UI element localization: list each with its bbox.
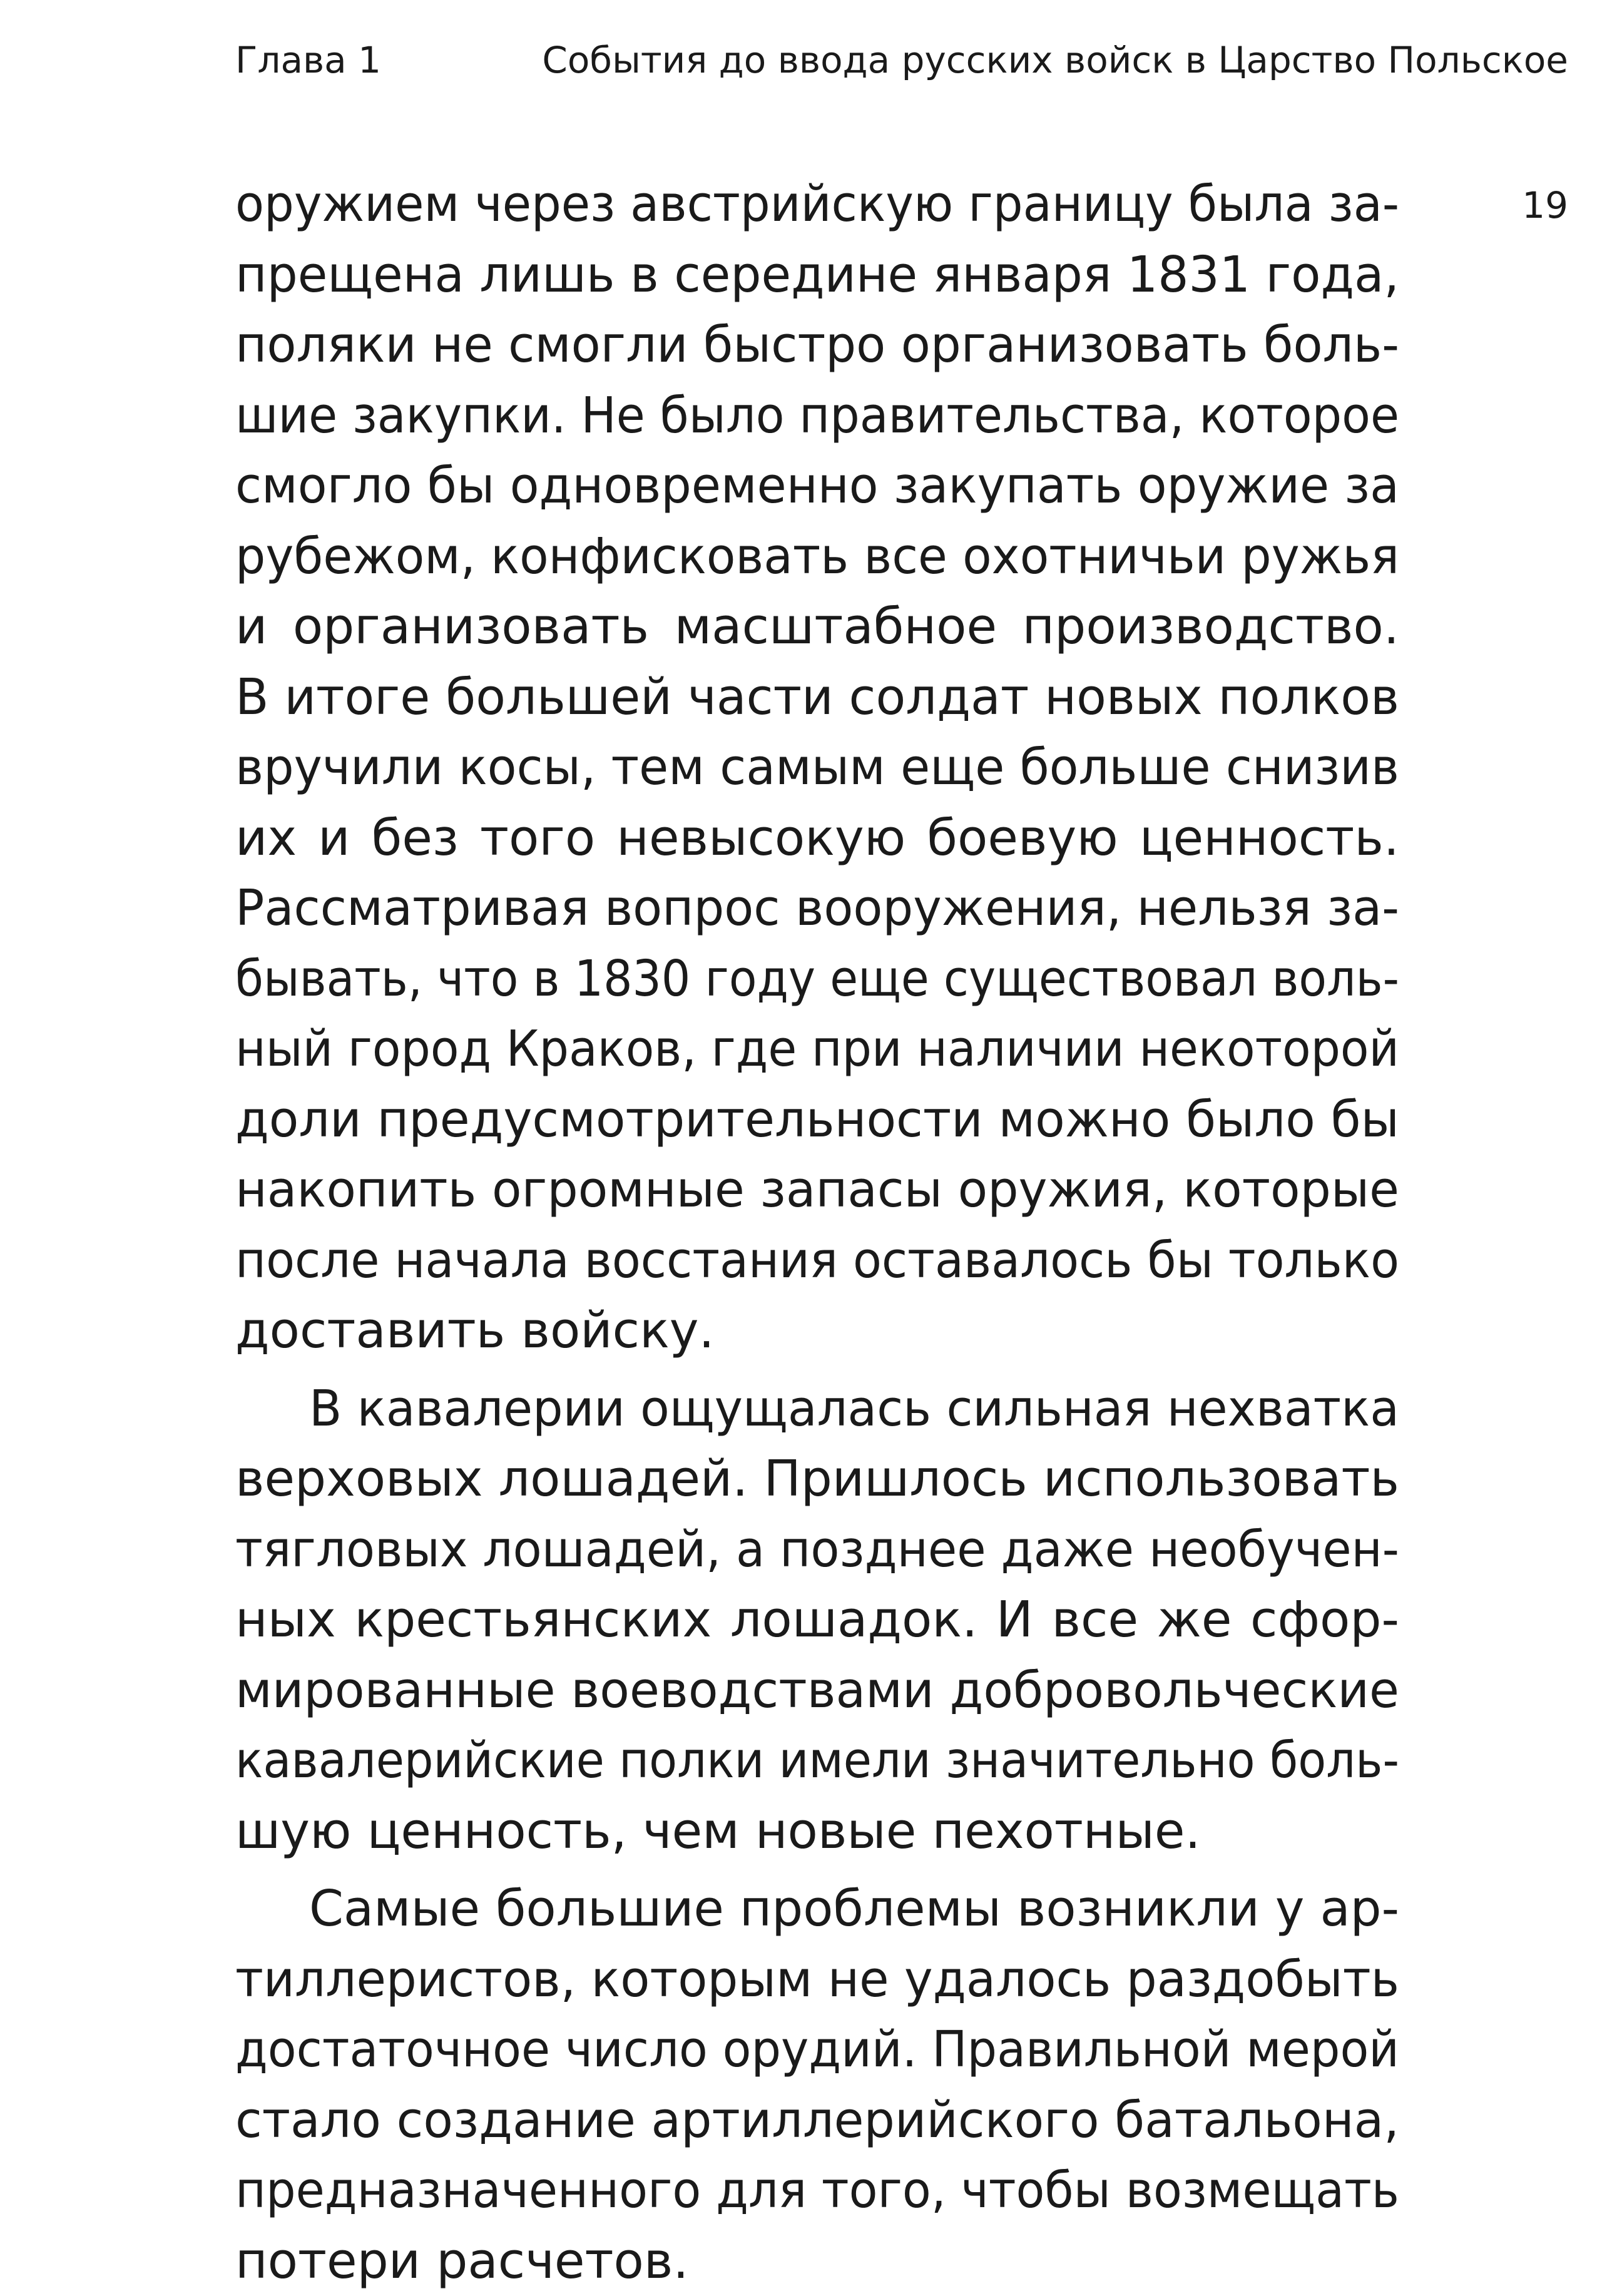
chapter-label: Глава 1 bbox=[235, 35, 381, 85]
text-line: тягловых лошадей, а позднее даже необучен- bbox=[235, 1514, 1399, 1585]
text-line: и организовать масштабное производство. bbox=[235, 591, 1399, 662]
chapter-title: События до ввода русских войск в Царство Польское bbox=[542, 35, 1568, 85]
text-line: Самые большие проблемы возникли у ар- bbox=[235, 1874, 1399, 1944]
text-line: доставить войску. bbox=[235, 1295, 1399, 1366]
paragraph-3 bbox=[235, 1874, 1399, 2296]
text-line: предназначенного для того, чтобы возмещать bbox=[235, 2155, 1399, 2226]
text-line: прещена лишь в середине января 1831 года, bbox=[235, 240, 1399, 310]
text-line: шие закупки. Не было правительства, которое bbox=[235, 380, 1399, 451]
text-line: шую ценность, чем новые пехотные. bbox=[235, 1796, 1399, 1867]
text-line: Рассматривая вопрос вооружения, нельзя за- bbox=[235, 873, 1399, 944]
text-line: после начала восстания оставалось бы только bbox=[235, 1225, 1399, 1296]
text-line: смогло бы одновременно закупать оружие за bbox=[235, 451, 1399, 521]
text-line: оружием через австрийскую границу была за- bbox=[235, 169, 1399, 240]
text-line: В кавалерии ощущалась сильная нехватка bbox=[235, 1374, 1399, 1444]
text-line: тиллеристов, которым не удалось раздобыть bbox=[235, 1944, 1399, 2015]
text-line: доли предусмотрительности можно было бы bbox=[235, 1084, 1399, 1155]
text-line: достаточное число орудий. Правильной мерой bbox=[235, 2014, 1399, 2085]
text-line: их и без того невысокую боевую ценность. bbox=[235, 803, 1399, 874]
text-line: кавалерийские полки имели значительно боль- bbox=[235, 1725, 1399, 1796]
text-line: потери расчетов. bbox=[235, 2226, 1399, 2296]
paragraph-1 bbox=[235, 169, 1399, 1366]
text-line: бывать, что в 1830 году еще существовал воль- bbox=[235, 944, 1399, 1014]
running-header bbox=[235, 35, 1568, 85]
page-number: 19 bbox=[1522, 180, 1568, 230]
text-line: вручили косы, тем самым еще больше снизив bbox=[235, 732, 1399, 803]
text-line: В итоге большей части солдат новых полков bbox=[235, 662, 1399, 733]
paragraph-2 bbox=[235, 1374, 1399, 1867]
text-line: рубежом, конфисковать все охотничьи ружья bbox=[235, 521, 1399, 592]
text-line: накопить огромные запасы оружия, которые bbox=[235, 1155, 1399, 1225]
text-line: верховых лошадей. Пришлось использовать bbox=[235, 1444, 1399, 1514]
text-line: ных крестьянских лошадок. И все же сфор- bbox=[235, 1584, 1399, 1655]
text-line: поляки не смогли быстро организовать боль- bbox=[235, 310, 1399, 380]
body-text bbox=[235, 169, 1399, 2296]
text-line: ный город Краков, где при наличии некоторой bbox=[235, 1014, 1399, 1084]
text-line: мированные воеводствами добровольческие bbox=[235, 1655, 1399, 1726]
text-line: стало создание артиллерийского батальона, bbox=[235, 2085, 1399, 2156]
